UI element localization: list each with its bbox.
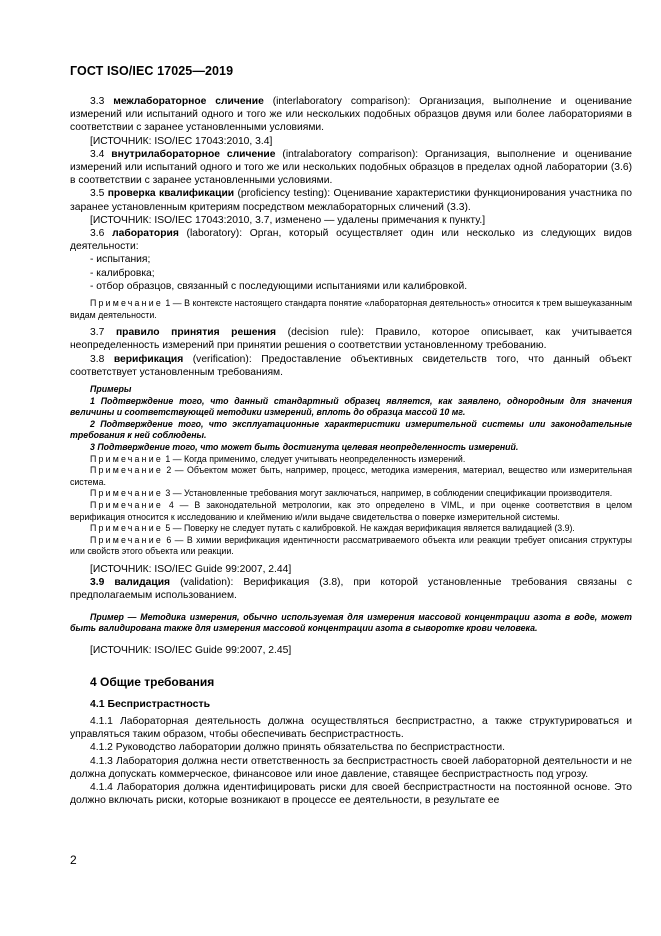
clause-4-1-1: 4.1.1 Лабораторная деятельность должна осуществляться беспристрастно, а также структурироваться и управляться таким образом, чтобы обеспечивать беспристрастность.	[70, 715, 632, 741]
clause-4-1-3: 4.1.3 Лаборатория должна нести ответственность за беспристрастность своей лабораторной деятельности и не должна допускать коммерческое, финансовое или иное давление, ставящее беспристрастность под угрозу.	[70, 755, 632, 780]
definition-3-7: 3.7 правило принятия решения (decision rule): Правило, которое описывает, как учитывается неопределенность измерений при принятии решения о соответствии установленному требованию.	[70, 327, 632, 352]
list-item: - испытания;	[90, 254, 151, 266]
example-2: 2 Подтверждение того, что эксплуатационные характеристики измерительной системы или законодательные требования к ней соблюдены.	[70, 418, 632, 441]
page-number: 2	[70, 853, 77, 867]
clause-4-1-2: 4.1.2 Руководство лаборатории должно принять обязательства по беспристрастности.	[90, 742, 506, 754]
section-title: 4 Общие требования	[90, 674, 215, 689]
term: верификация	[113, 353, 184, 365]
subsection-title: 4.1 Беспристрастность	[90, 697, 211, 710]
definition-3-8: 3.8 верификация (verification): Предоставление объективных свидетельств того, что данный объект соответствует установленным требованиям.	[70, 353, 632, 378]
term: межлабораторное сличение	[113, 96, 264, 107]
examples-label: Примеры	[90, 384, 132, 395]
source-3-5: [ИСТОЧНИК: ISO/IEC 17043:2010, 3.7, изменено — удалены примечания к пункту.]	[90, 214, 486, 226]
list-item: - калибровка;	[90, 267, 155, 279]
note-3-8-6: Примечание 6 — В химии верификация идентичности рассматриваемого объекта или реакции требует описания структуры или свойств этого объекта или реакции.	[70, 534, 632, 557]
definition-3-5: 3.5 проверка квалификации (proficiency testing): Оценивание характеристики функционирования участника по заранее установленным критериям посредством межлабораторных сличений (3.3).	[70, 188, 632, 213]
note-3-8-5: Примечание 5 — Поверку не следует путать с калибровкой. Не каждая верификация является валидацией (3.9).	[90, 523, 575, 534]
term: валидация	[114, 577, 171, 589]
definition-3-4: 3.4 внутрилабораторное сличение (intralaboratory comparison): Организация, выполнение и оценивание измерений или испытаний одного и того же или нескольких подобных образцов в пределах одной лаборатории (3.6) в соответствии с заранее установленными условиями.	[70, 148, 632, 187]
clause-4-1-4: 4.1.4 Лаборатория должна идентифицировать риски для своей беспристрастности на постоянной основе. Это должно включать риски, которые возникают в процессе ее деятельности, в результате ее	[70, 781, 632, 807]
term: внутрилабораторное сличение	[111, 148, 276, 160]
note-3-6: Примечание 1 — В контексте настоящего стандарта понятие «лабораторная деятельность» относится к трем вышеуказанным видам деятельности.	[70, 298, 632, 320]
definition-3-9: 3.9 валидация (validation): Верификация (3.8), при которой установленные требования связаны с предполагаемым использованием.	[70, 577, 632, 602]
definition-3-3: 3.3 межлабораторное сличение (interlaboratory comparison): Организация, выполнение и оценивание измерений или испытаний одного и того же или нескольких подобных образцов двумя или более лабораториями в соответствии с заранее установленными условиями.	[70, 96, 632, 134]
definition-3-6: 3.6 лаборатория (laboratory): Орган, который осуществляет один или несколько из следующих видов деятельности:	[70, 228, 632, 253]
term: правило принятия решения	[115, 327, 277, 339]
example-1: 1 Подтверждение того, что данный стандартный образец является, как заявлено, однородным для значения величины и соответствующей методики измерений, вплоть до образца массой 10 мг.	[70, 395, 632, 418]
source-3-8: [ИСТОЧНИК: ISO/IEC Guide 99:2007, 2.44]	[90, 563, 292, 575]
example-3: 3 Подтверждение того, что может быть достигнута целевая неопределенность измерений.	[90, 442, 519, 453]
source-3-9: [ИСТОЧНИК: ISO/IEC Guide 99:2007, 2.45]	[90, 644, 292, 656]
note-3-8-2: Примечание 2 — Объектом может быть, например, процесс, методика измерения, материал, вещество или измерительная система.	[70, 465, 632, 487]
term: лаборатория	[112, 228, 179, 240]
note-3-8-3: Примечание 3 — Установленные требования могут заключаться, например, в соблюдении спецификации производителя.	[90, 488, 613, 499]
document-body	[70, 95, 632, 807]
term: проверка квалификации	[107, 188, 235, 200]
example-3-9: Пример — Методика измерения, обычно используемая для измерения массовой концентрации азота в воде, может быть валидирована также для измерения массовой концентрации азота в сыворотке крови человека.	[70, 611, 632, 634]
document-header: ГОСТ ISO/IEC 17025—2019	[70, 64, 234, 78]
source-3-3: [ИСТОЧНИК: ISO/IEC 17043:2010, 3.4]	[90, 135, 273, 147]
note-3-8-4: Примечание 4 — В законодательной метрологии, как это определено в VIML, и при оценке соответствия в целом верификация относится к исследованию и клеймению и/или выдаче свидетельства о поверке измерительной системы.	[70, 499, 632, 522]
note-3-8-1: Примечание 1 — Когда применимо, следует учитывать неопределенность измерений.	[90, 453, 466, 464]
list-item: - отбор образцов, связанный с последующими испытаниями или калибровкой.	[90, 280, 468, 292]
